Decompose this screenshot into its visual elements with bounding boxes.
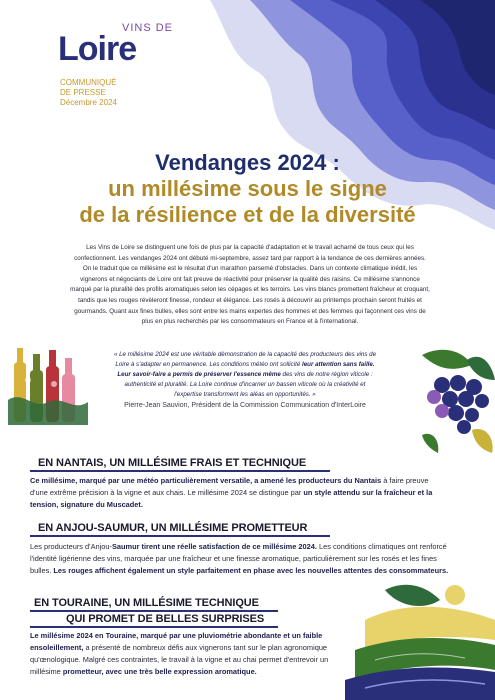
para-text: Les producteurs d'Anjou- [30,542,112,551]
quote-emphasis: leur attention sans faille. Leur savoir-faire a permis de préserver l'essence même [117,361,375,378]
para-text: Les conditions climatiques ont renforcé l'identité ligérienne des vins, marquée par une fraîcheur et une finesse aromatique, particulièrement sur les rosés et les fines bulles. [30,542,447,576]
grapes-illustration [412,345,495,455]
para-bold: Saumur tirent une réelle satisfaction de ce millésime 2024. [111,542,317,551]
vineyard-illustration [345,580,495,700]
president-quote [110,350,380,400]
quote-author: Pierre-Jean Sauvion, Président de la Commission Communication d'InterLoire [124,402,366,409]
quote-text-end: des vins de notre région viticole : authenticité et pluralité. La Loire continue d'incarner un bassen viticole où la créativité et l'expertise transforment les aléas en opportunités. » [124,371,373,398]
section-paragraph-touraine [30,630,330,678]
section-heading-touraine-1: EN TOURAINE, UN MILLÉSIME TECHNIQUE [34,597,259,609]
wine-bottles-illustration [8,340,88,425]
section-paragraph-anjou [30,541,450,578]
section-heading-anjou: EN ANJOU-SAUMUR, UN MILLÉSIME PROMETTEUR [38,522,308,534]
section-heading-nantais: EN NANTAIS, UN MILLÉSIME FRAIS ET TECHNIQUE [38,457,307,469]
logo-big-text: Loire [58,30,137,68]
title-line-3: de la résilience et de la diversité [79,202,416,227]
press-label-line: DE PRESSE [60,88,106,97]
title-line-1: Vendanges 2024 : [155,150,340,175]
page-title [0,150,495,228]
section-paragraph-nantais [30,475,440,512]
press-date: Décembre 2024 [60,98,117,107]
press-label [60,78,117,108]
para-bold: Ce millésime, marqué par une météo particulièrement versatile, a amené les producteurs du Nantais [30,476,382,485]
section-underline [30,626,278,628]
para-bold: un style attendu sur la fraîcheur et la tension, signature du Muscadet. [30,488,433,510]
section-underline [30,535,330,537]
intro-paragraph: Les Vins de Loire se distinguent une fois de plus par la capacité d'adaptation et le travail acharné de tous ceux qui les confectionnent. Les vendanges 2024 ont débuté mi-septembre, assez tard par rapport à la tendance de ces dernières années. On le traduit que ce millésime est le résultat d'un marathon parsemé d'obstacles. Dans un contexte climatique inédit, les vignerons et négociants de Loire ont fait preuve de réactivité pour préserver la qualité des raisins. Ce millésime s'annonce marqué par la pluralité des profils aromatiques selon les cépages et les terroirs. Les vins blancs promettent fraîcheur et croquant, tandis que les rouges révèleront finesse, rondeur et élégance. Les rosés à découvrir au printemps prochain seront fruités et gourmands. Quant aux fines bulles, elles sont entre les mains expertes des hommes et des femmes qui façonnent ces vins de plus en plus recherchés par les consommateurs en France et à l'international. [70,244,430,326]
section-heading-touraine-2: QUI PROMET DE BELLES SURPRISES [66,613,265,625]
title-line-2: un millésime sous le signe [108,176,387,201]
section-underline [30,610,278,612]
para-text: à faire preuve d'une extrême précision à la vigne et aux chais. Le millésime 2024 se distingue par [30,476,429,498]
para-text: a présenté de nombreux défis aux vignerons tant sur le plan agronomique qu'œnologique. Malgré ces contraintes, le travail à la vigne et au chai permet d'entrevoir un millésime [30,643,329,676]
para-bold: prometteur, avec une très belle expression aromatique. [62,667,257,676]
press-label-line: COMMUNIQUÉ [60,78,117,87]
logo-small-text: VINS DE [122,22,174,34]
para-bold: Les rouges affichent également un style parfaitement en phase avec les nouvelles attentes des consommateurs. [53,566,449,576]
quote-text: « Le millésime 2024 est une véritable démonstration de la capacité des producteurs des vins de Loire à s'adapter en permanence. Les conditions météo ont sollicité [113,351,377,368]
section-underline [30,470,330,472]
para-bold: Le millésime 2024 en Touraine, marqué par une pluviométrie abondante et un faible ensoleillement, [30,631,323,652]
